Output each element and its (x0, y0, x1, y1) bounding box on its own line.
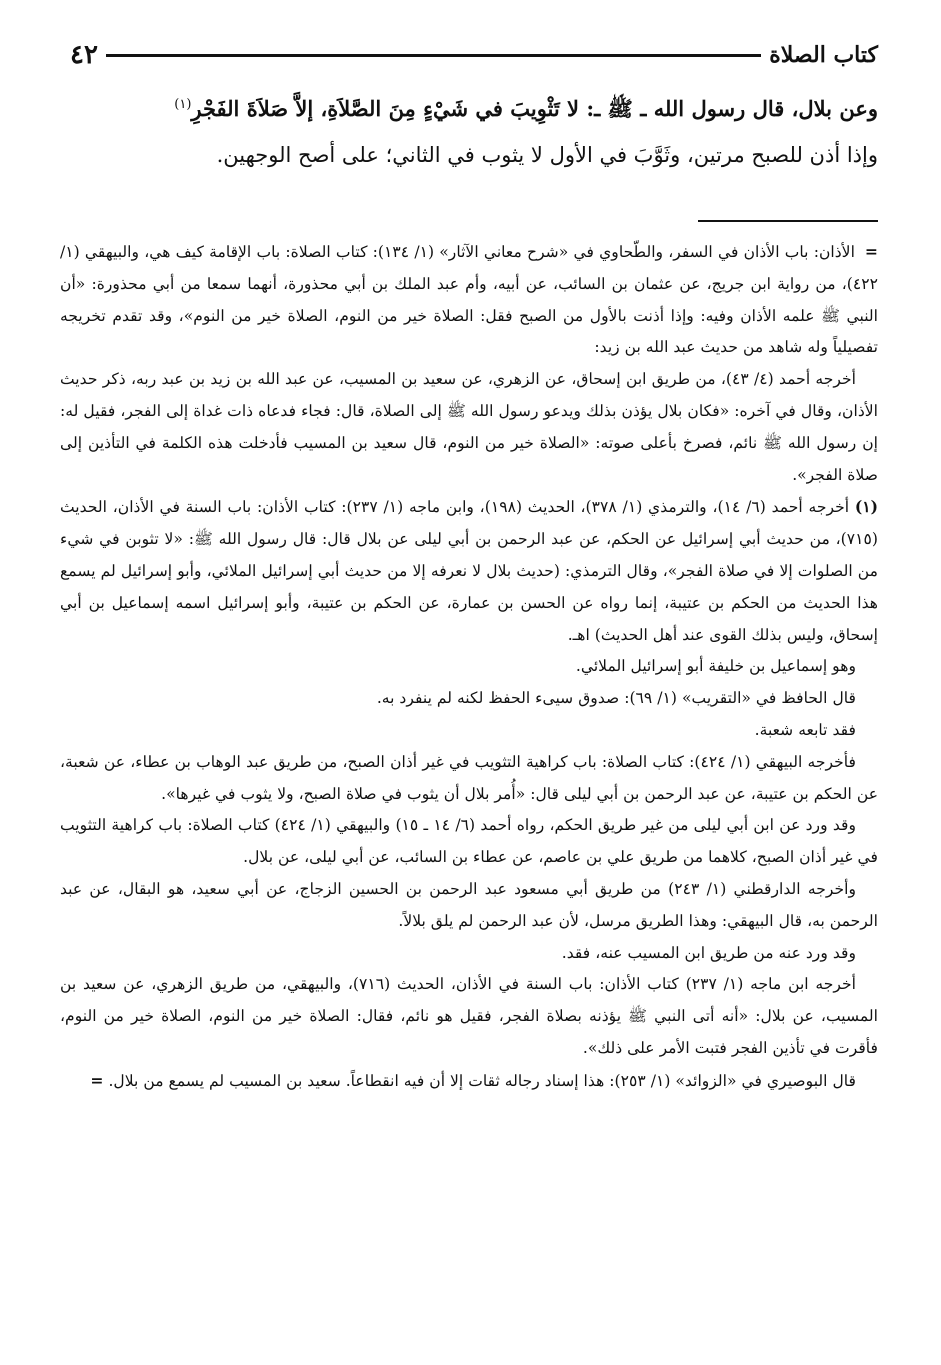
continuation-mark-top: = (864, 242, 878, 261)
main-text (60, 82, 878, 178)
footnote-ref-1[interactable]: (١) (174, 97, 192, 112)
page-number: ٤٢ (70, 40, 98, 70)
footnote-1-text: أخرجه أحمد (٦/ ١٤)، والترمذي (١/ ٣٧٨)، الحديث (١٩٨)، وابن ماجه (١/ ٢٣٧): كتاب الأذان: باب السنة في الأذان، الحديث (٧١٥)، من حديث أبي إسرائيل عن الحكم، عن عبد الرحمن بن أبي ليلى عن بلال قال: قال رسول الله ﷺ: «لا تثوبن في شيء من الصلوات إلا في صلاة الفجر»، وقال الترمذي: (حديث بلال لا نعرفه إلا من حديث أبي إسرائيل الملائي، وأبو إسرائيل لم يسمع هذا الحديث من الحكم بن عتيبة، إنما رواه عن الحسن بن عمارة، عن الحكم بن عتيبة، وأبو إسرائيل اسمه إسماعيل بن أبي إسحاق، وليس بذلك القوى عند أهل الحديث) اهـ. (60, 498, 878, 644)
footnote-1-para-9: أخرجه ابن ماجه (١/ ٢٣٧) كتاب الأذان: باب السنة في الأذان، الحديث (٧١٦)، والبيهقي، من طريق الزهري، عن سعيد بن المسيب، عن بلال: «أنه أتى النبي ﷺ يؤذنه بصلاة الفجر، فقيل هو نائم، فقال: الصلاة خير من النوم، الصلاة خير من النوم، فأقرت في تأذين الفجر فتبت الأمر على ذلك». (60, 975, 878, 1057)
footnote-1-para-6: وقد ورد عن ابن أبي ليلى من غير طريق الحكم، رواه أحمد (٦/ ١٤ ـ ١٥) والبيهقي (١/ ٤٢٤) كتاب الصلاة: باب كراهية التثويب في غير أذان الصبح، كلاهما من طريق علي بن عاصم، عن عطاء بن السائب، عن أبي ليلى، عن بلال. (60, 816, 878, 867)
continuation-mark-bottom: = (90, 1070, 104, 1090)
footnote-1-para-3: قال الحافظ في «التقريب» (١/ ٦٩): صدوق سيىء الحفظ لكنه لم ينفرد به. (376, 689, 856, 708)
header-rule (106, 54, 761, 57)
page-header (60, 38, 878, 72)
footnote-separator (698, 220, 878, 222)
footnote-1-number: (١) (854, 497, 879, 517)
continuation-text-1: الأذان: باب الأذان في السفر، والطّحاوي في «شرح معاني الآثار» (١/ ١٣٤): كتاب الصلاة: باب الإقامة كيف هي، والبيهقي (١/ ٤٢٢)، من رواية ابن جريج، عن عثمان بن السائب، عن أبيه، وأم عبد الملك بن أبي محذورة، أنهما سمعا من أبي محذورة: «أن النبي ﷺ علمه الأذان وفيه: وإذا أذنت بالأول من الصبح فقل: الصلاة خير من النوم، الصلاة خير من النوم»، وقد تقدم تخريجه تفصيلياً وله شاهد من حديث عبد الله بن زيد: (60, 243, 878, 357)
footnote-1-para-10 (60, 1065, 878, 1098)
footnote-1-para-10-text: قال البوصيري في «الزوائد» (١/ ٢٥٣): هذا إسناد رجاله ثقات إلا أن فيه انقطاعاً. سعيد بن المسيب لم يسمع من بلال. (108, 1071, 856, 1090)
footnote-continuation-para-1 (60, 236, 878, 364)
footnote-1-para-4: فقد تابعه شعبة. (754, 720, 856, 739)
running-title: كتاب الصلاة (769, 42, 878, 68)
main-line-1 (60, 82, 878, 132)
footnote-1-para-5: فأخرجه البيهقي (١/ ٤٢٤): كتاب الصلاة: باب كراهية التثويب في غير أذان الصبح، من طريق عبد الوهاب بن عطاء، عن شعبة، عن الحكم بن عتيبة، عن عبد الرحمن بن أبي ليلى قال: «أُمر بلال أن يثوب في صلاة الصبح، ولا يثوب في غيرها». (60, 752, 878, 803)
footnote-continuation-para-2: أخرجه أحمد (٤/ ٤٣)، من طريق ابن إسحاق، عن الزهري، عن سعيد بن المسيب، عن عبد الله بن زيد بن عبد ربه، ذكر حديث الأذان، وقال في آخره: «فكان بلال يؤذن بذلك ويدعو رسول الله ﷺ إلى الصلاة، قال: فجاء فدعاه ذات غداة إلى الفجر، فقيل له: إن رسول الله ﷺ نائم، فصرخ بأعلى صوته: «الصلاة خير من النوم، قال سعيد بن المسيب فأدخلت هذه الكلمة في التأذين إلى صلاة الفجر». (60, 370, 878, 484)
footnote-1-para-2: وهو إسماعيل بن خليفة أبو إسرائيل الملائي. (575, 657, 856, 676)
footnote-1-para-7: وأخرجه الدارقطني (١/ ٢٤٣) من طريق أبي مسعود عبد الرحمن بن الحسين الزجاج، عن أبي سعيد، هو البقال، عن عبد الرحمن به، قال البيهقي: وهذا الطريق مرسل، لأن عبد الرحمن لم يلق بلالاً. (60, 879, 878, 930)
book-page (60, 38, 878, 1098)
footnotes (60, 236, 878, 1098)
hadith-text: وعن بلال، قال رسول الله ـ ﷺ ـ: لا تَثْوِيبَ في شَيْءٍ مِنَ الصَّلاَةِ، إلاَّ صَلاَةَ الفَجْرِ (191, 96, 878, 121)
main-line-2: وإذا أذن للصبح مرتين، وثَوَّبَ في الأول لا يثوب في الثاني؛ على أصح الوجهين. (216, 143, 878, 167)
footnote-1-para-8: وقد ورد عنه من طريق ابن المسيب عنه، فقد. (561, 943, 856, 962)
footnote-1-para-1 (60, 491, 878, 651)
